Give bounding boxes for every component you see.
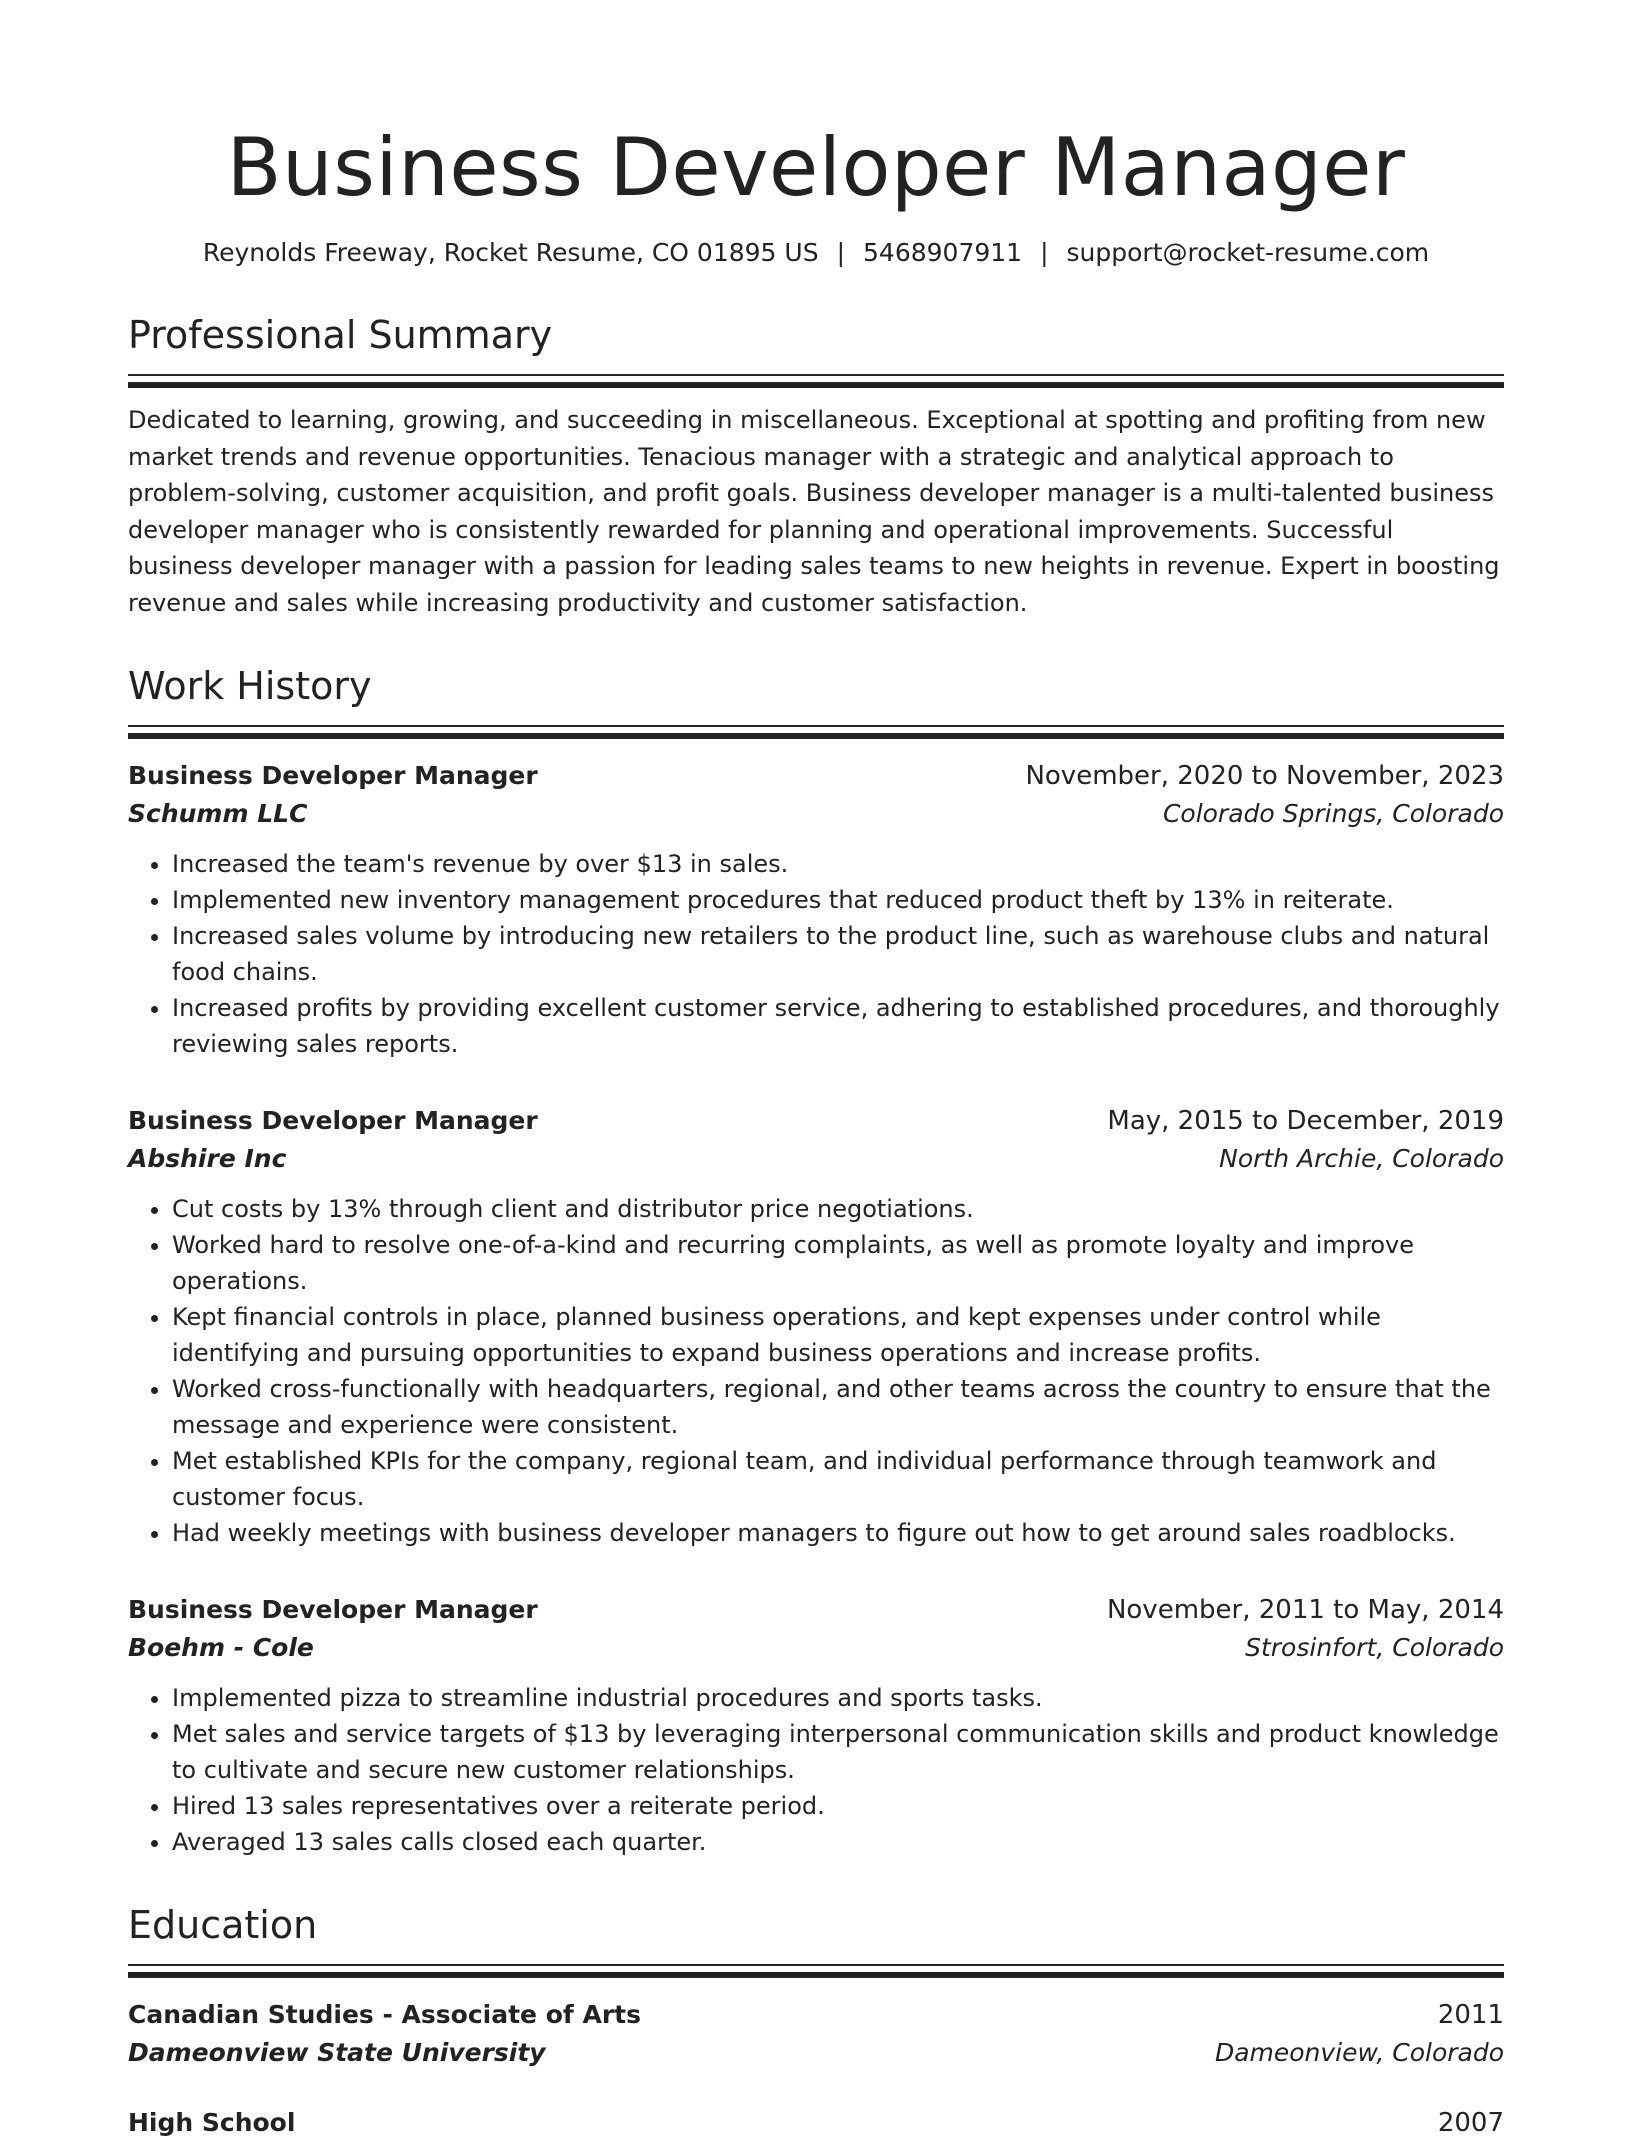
job-dates: November, 2011 to May, 2014 <box>1106 1595 1504 1625</box>
job-bullets <box>128 1680 1504 1860</box>
job-dates: November, 2020 to November, 2023 <box>1025 761 1504 791</box>
contact-separator: | <box>1040 238 1049 267</box>
job-company: Schumm LLC <box>128 799 308 828</box>
job-bullet: • Increased the team's revenue by over $13 in sales. <box>172 846 1504 882</box>
job-location: Colorado Springs, Colorado <box>1162 799 1504 828</box>
resume-name: Business Developer Manager <box>226 121 1406 214</box>
contact-separator: | <box>836 238 846 267</box>
job-bullet: • Implemented new inventory management procedures that reduced product theft by 13% in reiterate. <box>172 882 1504 918</box>
work-history-section <box>128 663 1504 1860</box>
section-divider <box>128 374 1504 388</box>
job-dates: May, 2015 to December, 2019 <box>1107 1106 1504 1136</box>
job-bullet: • Kept financial controls in place, planned business operations, and kept expenses under control while identifying and pursuing opportunities to expand business operations and increase profits. <box>172 1299 1504 1371</box>
contact-phone: 5468907911 <box>863 238 1023 267</box>
education-entry <box>128 1996 1504 2072</box>
job-title: Business Developer Manager <box>128 1106 538 1135</box>
job-title: Business Developer Manager <box>128 1595 538 1624</box>
job-title: Business Developer Manager <box>128 761 538 790</box>
job-bullets <box>128 846 1504 1062</box>
job-bullet: • Hired 13 sales representatives over a reiterate period. <box>172 1788 1504 1824</box>
education-section <box>128 1902 1504 2142</box>
job-bullets <box>128 1191 1504 1551</box>
education-degree: Canadian Studies - Associate of Arts <box>128 2000 641 2029</box>
section-title-summary: Professional Summary <box>128 313 553 357</box>
job-bullet: • Cut costs by 13% through client and distributor price negotiations. <box>172 1191 1504 1227</box>
education-degree: High School <box>128 2108 296 2137</box>
section-title-education: Education <box>128 1903 318 1947</box>
education-year: 2007 <box>1437 2108 1504 2138</box>
summary-text: Dedicated to learning, growing, and succeeding in miscellaneous. Exceptional at spotting and profiting from new market trends and revenue opportunities. Tenacious manager with a strategic and analytical approach to problem-solving, customer acquisition, and profit goals. Business developer manager is a multi-talented business developer manager who is consistently rewarded for planning and operational improvements. Successful business developer manager with a passion for leading sales teams to new heights in revenue. Expert in boosting revenue and sales while increasing productivity and customer satisfaction. <box>128 406 1500 617</box>
job-bullet: • Worked cross-functionally with headquarters, regional, and other teams across the country to ensure that the message and experience were consistent. <box>172 1371 1504 1443</box>
job-location: North Archie, Colorado <box>1219 1144 1504 1173</box>
job-entry <box>128 1102 1504 1551</box>
job-entry <box>128 1591 1504 1860</box>
summary-section <box>128 312 1504 621</box>
education-year: 2011 <box>1437 2000 1504 2030</box>
job-entry <box>128 757 1504 1062</box>
job-bullet: • Increased profits by providing excellent customer service, adhering to established procedures, and thoroughly reviewing sales reports. <box>172 990 1504 1062</box>
section-title-work-history: Work History <box>128 664 372 708</box>
job-company: Boehm - Cole <box>128 1633 314 1662</box>
section-divider <box>128 1964 1504 1978</box>
job-bullet: • Averaged 13 sales calls closed each quarter. <box>172 1824 1504 1860</box>
education-entry <box>128 2104 1504 2142</box>
contact-line <box>128 236 1504 270</box>
education-location: Dameonview, Colorado <box>1214 2038 1504 2067</box>
section-divider <box>128 725 1504 739</box>
job-bullet: • Had weekly meetings with business developer managers to figure out how to get around sales roadblocks. <box>172 1515 1504 1551</box>
job-bullet: • Met established KPIs for the company, regional team, and individual performance through teamwork and customer focus. <box>172 1443 1504 1515</box>
job-bullet: • Implemented pizza to streamline industrial procedures and sports tasks. <box>172 1680 1504 1716</box>
job-bullet: • Worked hard to resolve one-of-a-kind and recurring complaints, as well as promote loyalty and improve operations. <box>172 1227 1504 1299</box>
job-location: Strosinfort, Colorado <box>1245 1633 1504 1662</box>
education-school: Dameonview State University <box>128 2038 546 2067</box>
contact-address: Reynolds Freeway, Rocket Resume, CO 01895 US <box>202 238 819 267</box>
job-bullet: • Increased sales volume by introducing new retailers to the product line, such as warehouse clubs and natural food chains. <box>172 918 1504 990</box>
contact-email: support@rocket-resume.com <box>1066 238 1430 267</box>
job-bullet: • Met sales and service targets of $13 by leveraging interpersonal communication skills and product knowledge to cultivate and secure new customer relationships. <box>172 1716 1504 1788</box>
job-company: Abshire Inc <box>128 1144 287 1173</box>
